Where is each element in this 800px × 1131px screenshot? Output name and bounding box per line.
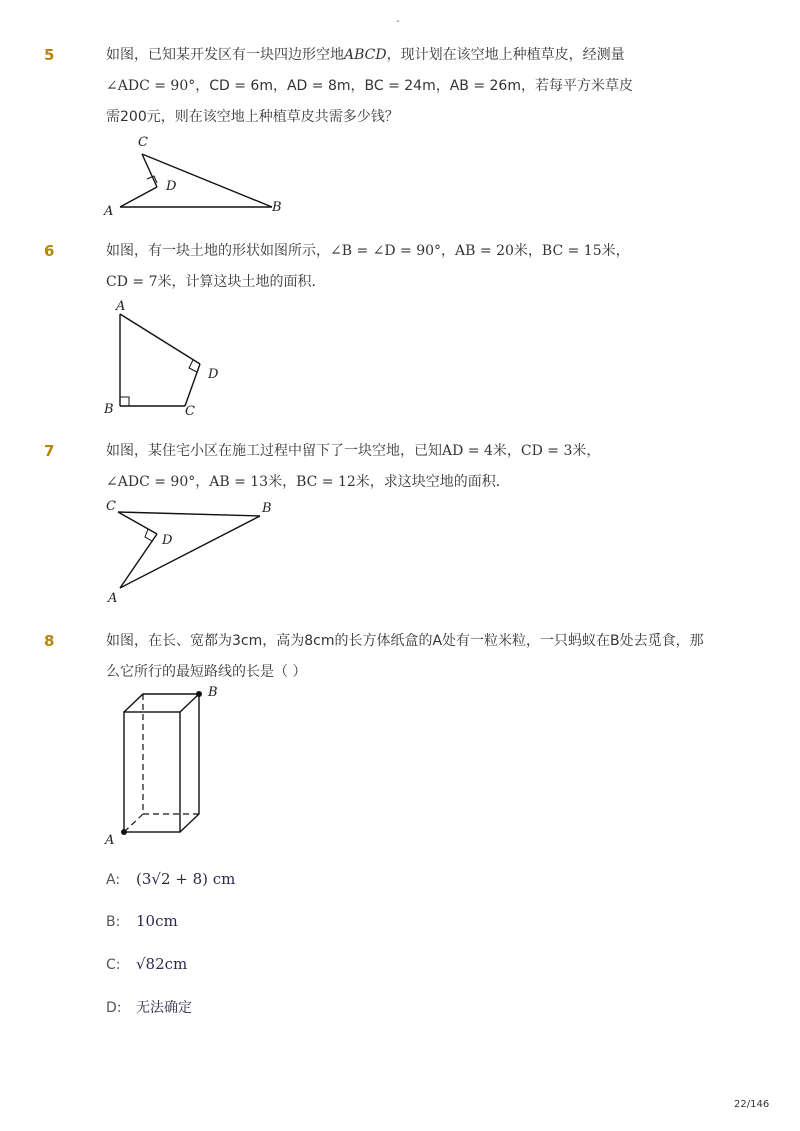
q8-point-a xyxy=(121,829,127,835)
q5-edge-cb xyxy=(142,154,272,207)
option-c[interactable] xyxy=(106,955,187,973)
q6-label-b: B xyxy=(104,402,114,417)
q7-edge-cd xyxy=(118,512,157,534)
option-a[interactable] xyxy=(106,870,235,888)
q5-label-a: A xyxy=(104,204,114,219)
q7-line1: 如图，某住宅小区在施工过程中留下了一块空地，已知 xyxy=(106,443,442,459)
q8-label-a: A xyxy=(105,833,115,848)
q8-line2: 么它所行的最短路线的长是（ ） xyxy=(106,664,307,680)
question-number-5: 5 xyxy=(44,46,55,64)
q5-figure xyxy=(100,132,300,222)
q6-cond1: ∠B = ∠D = 90°，AB = 20米，BC = 15米， xyxy=(330,243,630,259)
q5-line1: 如图，已知某开发区有一块四边形空地 xyxy=(106,47,344,63)
q5-abcd: ABCD xyxy=(344,47,387,63)
q5-line1b: ，现计划在该空地上种植草皮，经测量 xyxy=(386,47,625,63)
q5-edge-da xyxy=(120,187,157,207)
q8-hidden-depth xyxy=(124,814,143,832)
option-b[interactable] xyxy=(106,912,178,930)
q5-line3: 需200元，则在该空地上种植草皮共需多少钱？ xyxy=(106,109,399,125)
q8-point-b xyxy=(196,691,202,697)
question-5-text xyxy=(106,40,726,133)
q7-label-b: B xyxy=(262,501,272,516)
q6-edge-ad xyxy=(120,314,200,364)
q6-figure xyxy=(100,296,240,421)
q6-line1: 如图，有一块土地的形状如图所示， xyxy=(106,243,330,259)
q7-line2: ∠ADC = 90°，AB = 13米，BC = 12米，求这块空地的面积． xyxy=(106,474,510,490)
q7-figure xyxy=(100,496,290,608)
q8-line1: 如图，在长、宽都为3cm，高为8cm的长方体纸盒的A处有一粒米粒，一只蚂蚁在B处去觅食，那 xyxy=(106,633,704,649)
q5-right-angle xyxy=(147,176,157,183)
q7-label-c: C xyxy=(106,499,116,514)
option-d-label: D: xyxy=(106,1000,122,1016)
q8-front-face xyxy=(124,712,180,832)
question-7-text xyxy=(106,436,726,498)
q6-label-a: A xyxy=(116,299,126,314)
question-number-7: 7 xyxy=(44,442,55,460)
q7-cond1: AD = 4米，CD = 3米， xyxy=(442,443,601,459)
q8-top-face xyxy=(124,694,199,712)
q5-cond2: ，CD = 6m，AD = 8m，BC = 24m，AB = 26m，若每平方米草皮 xyxy=(195,78,633,94)
q6-label-d: D xyxy=(208,367,219,382)
question-6-text xyxy=(106,236,726,298)
option-a-label: A: xyxy=(106,872,121,888)
option-a-value: (3√2 + 8) cm xyxy=(136,870,236,888)
question-8-text xyxy=(106,626,746,688)
q8-right-face xyxy=(180,694,199,832)
q5-label-d: D xyxy=(166,179,177,194)
q6-line2: CD = 7米，计算这块土地的面积． xyxy=(106,274,326,290)
q8-label-b: B xyxy=(208,685,218,700)
option-b-label: B: xyxy=(106,914,121,930)
q8-figure xyxy=(100,680,240,850)
q5-label-b: B xyxy=(272,200,282,215)
q7-edge-ba xyxy=(120,516,260,588)
q7-edge-da xyxy=(120,534,157,588)
q5-cond1: ∠ADC = 90° xyxy=(106,78,196,94)
option-b-value: 10cm xyxy=(136,912,178,930)
question-number-6: 6 xyxy=(44,242,55,260)
q7-edge-cb xyxy=(118,512,260,516)
q6-label-c: C xyxy=(185,404,195,419)
q5-label-c: C xyxy=(138,135,148,150)
page-number: 22/146 xyxy=(734,1099,770,1110)
q6-right-angle-b xyxy=(120,397,129,406)
q7-label-a: A xyxy=(108,591,118,606)
option-d[interactable] xyxy=(106,997,192,1017)
q7-label-d: D xyxy=(162,533,173,548)
top-mark: - xyxy=(396,16,400,27)
option-d-value: 无法确定 xyxy=(136,1000,192,1016)
question-number-8: 8 xyxy=(44,632,55,650)
option-c-label: C: xyxy=(106,957,121,973)
option-c-value: √82cm xyxy=(136,955,188,973)
